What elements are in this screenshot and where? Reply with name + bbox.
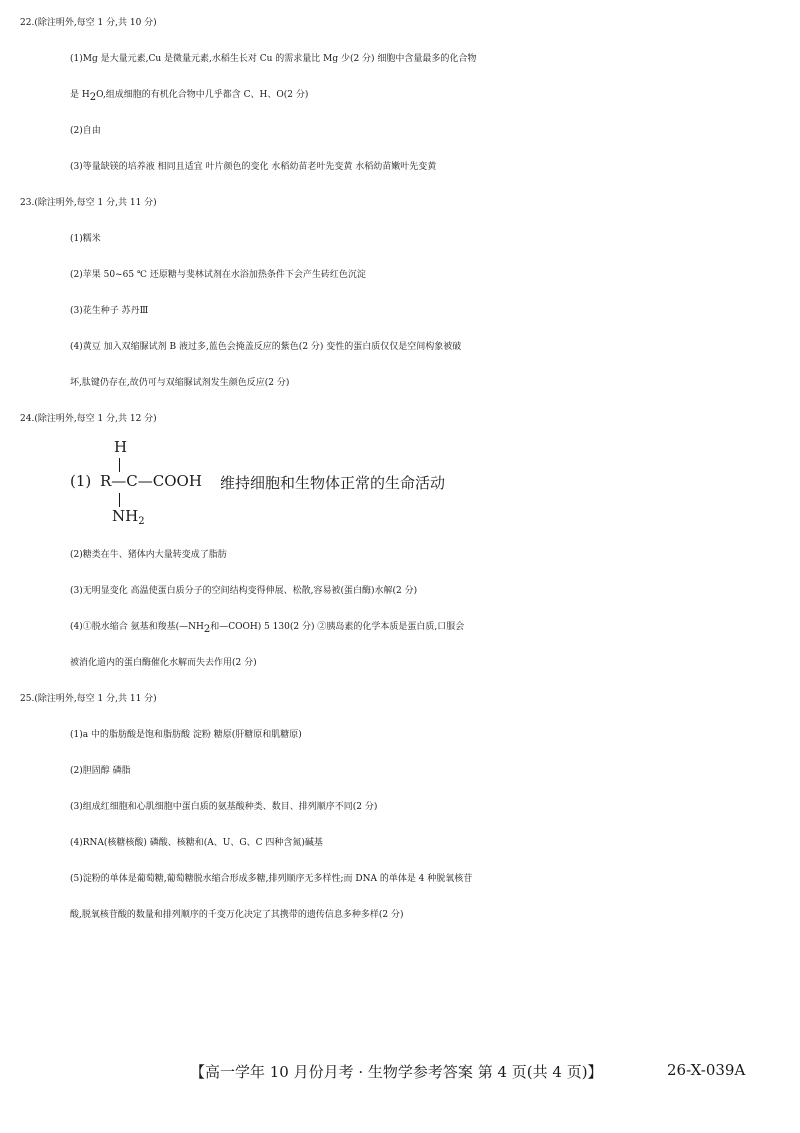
structure-top-atom: H: [114, 438, 128, 456]
q25-answer-3: (3)组成红细胞和心肌细胞中蛋白质的氨基酸种类、数目、排列顺序不同(2 分): [70, 802, 378, 812]
q22-answer-1-line2: 是 $H_2O$,组成细胞的有机化合物中几乎都含 C、H、O(2 分): [70, 90, 309, 103]
q25-answer-1: (1)a 中的脂肪酸是饱和脂肪酸 淀粉 糖原(肝糖原和肌糖原): [70, 730, 302, 740]
structure-bottom-bond: [119, 493, 120, 507]
page-footer-title: 【高一学年 10 月份月考 · 生物学参考答案 第 4 页(共 4 页)】: [190, 1063, 603, 1081]
q25-answer-5-line1: (5)淀粉的单体是葡萄糖,葡萄糖脱水缩合形成多糖,排列顺序无多样性;而 DNA 的单体是 4 种脱氧核苷: [70, 874, 473, 884]
q25-answer-4: (4)RNA(核糖核酸) 磷酸、核糖和(A、U、G、C 四种含氮)碱基: [70, 838, 323, 848]
q24-answer-3: (3)无明显变化 高温使蛋白质分子的空间结构变得伸展、松散,容易被(蛋白酶)水解(2 分): [70, 586, 418, 596]
q24-answer-1-text: 维持细胞和生物体正常的生命活动: [220, 474, 446, 492]
q24-answer-4-line1: (4)①脱水缩合 氨基和羧基($—NH_2$和—COOH) 5 130(2 分) ②胰岛素的化学本质是蛋白质,口服会: [70, 622, 465, 635]
q25-heading: 25.(除注明外,每空 1 分,共 11 分): [20, 694, 157, 704]
structure-main-chain: R—C—COOH: [100, 472, 202, 490]
q24-answer-2: (2)糖类在牛、猪体内大量转变成了脂肪: [70, 550, 227, 560]
q23-heading: 23.(除注明外,每空 1 分,共 11 分): [20, 198, 157, 208]
q25-answer-5-line2: 酸,脱氧核苷酸的数量和排列顺序的千变万化决定了其携带的遗传信息多种多样(2 分): [70, 910, 404, 920]
q23-answer-2: (2)苹果 50~65 ℃ 还原糖与斐林试剂在水浴加热条件下会产生砖红色沉淀: [70, 270, 366, 280]
q22-answer-1-line1: (1)Mg 是大量元素,Cu 是微量元素,水稻生长对 Cu 的需求量比 Mg 少(2 分) 细胞中含量最多的化合物: [70, 54, 477, 64]
structure-top-bond: [119, 458, 120, 472]
q23-answer-1: (1)糯米: [70, 234, 101, 244]
q25-answer-2: (2)胆固醇 磷脂: [70, 766, 131, 776]
q23-answer-4-line1: (4)黄豆 加入双缩脲试剂 B 液过多,蓝色会掩盖反应的紫色(2 分) 变性的蛋白质仅仅是空间构象被破: [70, 342, 462, 352]
q22-answer-2: (2)自由: [70, 126, 101, 136]
q22-answer-3: (3)等量缺镁的培养液 相同且适宜 叶片颜色的变化 水稻幼苗老叶先变黄 水稻幼苗嫩叶先变黄: [70, 162, 437, 172]
q24-answer-4-line2: 被消化道内的蛋白酶催化水解而失去作用(2 分): [70, 658, 257, 668]
page-footer-code: 26-X-039A: [667, 1061, 746, 1079]
structure-bottom-group: $NH_2$: [112, 507, 145, 527]
q22-heading: 22.(除注明外,每空 1 分,共 10 分): [20, 18, 157, 28]
q24-answer-1-label: (1): [70, 472, 92, 490]
q23-answer-4-line2: 坏,肽键仍存在,故仍可与双缩脲试剂发生颜色反应(2 分): [70, 378, 290, 388]
q23-answer-3: (3)花生种子 苏丹Ⅲ: [70, 306, 149, 316]
amino-acid-structure: [70, 438, 570, 528]
q24-heading: 24.(除注明外,每空 1 分,共 12 分): [20, 414, 157, 424]
